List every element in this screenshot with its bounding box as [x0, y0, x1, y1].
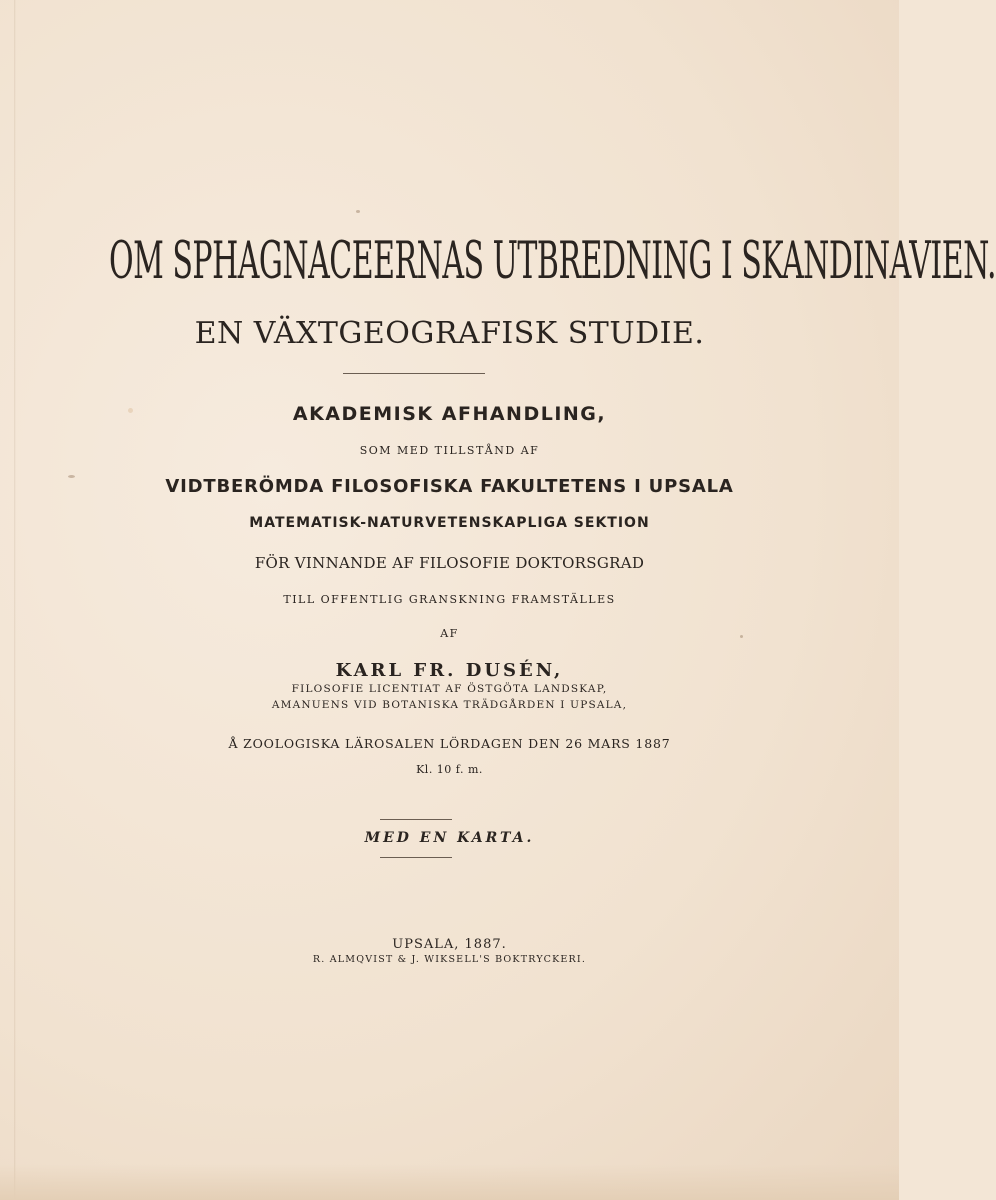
- subtitle: EN VÄXTGEOGRAFISK STUDIE.: [194, 316, 705, 351]
- author-title-1: FILOSOFIE LICENTIAT AF ÖSTGÖTA LANDSKAP,: [291, 683, 608, 695]
- author-name: KARL FR. DUSÉN,: [335, 660, 564, 681]
- event-time: Kl. 10 f. m.: [416, 763, 483, 776]
- line-degree: FÖR VINNANDE AF FILOSOFIE DOKTORSGRAD: [254, 554, 645, 572]
- divider-top: [343, 373, 485, 374]
- line-som: SOM MED TILLSTÅND AF: [359, 444, 540, 457]
- author-title-2: AMANUENS VID BOTANISKA TRÄDGÅRDEN I UPSALA,: [271, 699, 628, 711]
- map-note: MED EN KARTA.: [364, 830, 535, 846]
- imprint-printer: R. ALMQVIST & J. WIKSELL'S BOKTRYCKERI.: [312, 954, 587, 965]
- heading-akademisk: AKADEMISK AFHANDLING,: [292, 403, 607, 425]
- line-section: MATEMATISK-NATURVETENSKAPLIGA SEKTION: [249, 515, 650, 531]
- imprint-place-year: UPSALA, 1887.: [392, 937, 507, 952]
- line-review: TILL OFFENTLIG GRANSKNING FRAMSTÄLLES: [283, 593, 616, 606]
- line-af: AF: [440, 627, 459, 640]
- main-title: OM SPHAGNACEERNAS UTBREDNING I SKANDINAVIEN.: [109, 232, 996, 292]
- divider-map-top: [380, 819, 452, 820]
- divider-map-bottom: [380, 857, 452, 858]
- line-faculty: VIDTBERÖMDA FILOSOFISKA FAKULTETENS I UPSALA: [165, 476, 734, 497]
- event-place-date: Å ZOOLOGISKA LÄROSALEN LÖRDAGEN DEN 26 MARS 1887: [228, 736, 671, 751]
- page-edge: [0, 1164, 899, 1200]
- ink-spot: [356, 210, 360, 213]
